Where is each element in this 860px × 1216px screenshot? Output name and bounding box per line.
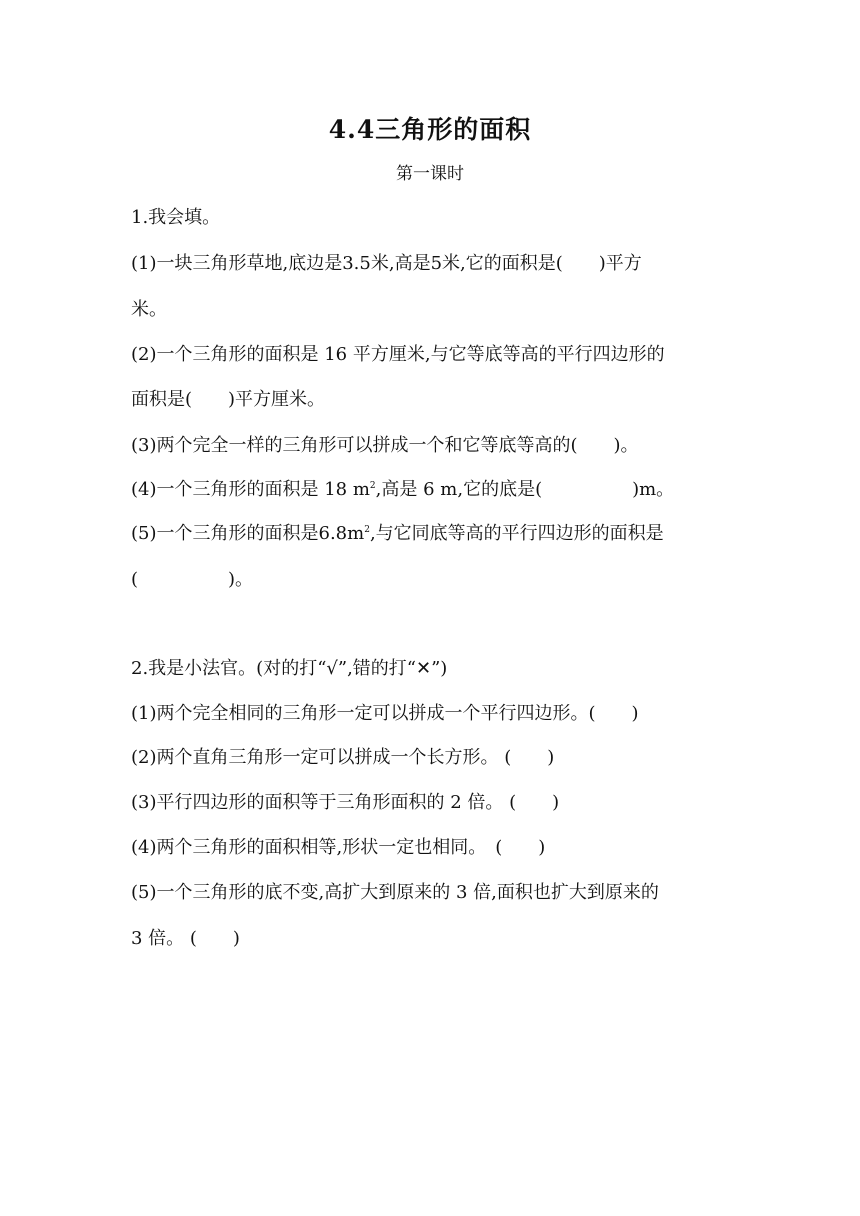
section1-q3: (3)两个完全一样的三角形可以拼成一个和它等底等高的( )。 xyxy=(131,435,639,456)
section2-q4: (4)两个三角形的面积相等,形状一定也相同。 ( ) xyxy=(131,837,546,858)
section1-q2-line1: (2)一个三角形的面积是 16 平方厘米,与它等底等高的平行四边形的 xyxy=(131,344,665,365)
section2-heading: 2.我是小法官。(对的打“√”,错的打“✕”) xyxy=(131,658,448,679)
section2-q5-line2: 3 倍。 ( ) xyxy=(131,928,240,949)
section1-q5-text-a: (5)一个三角形的面积是6.8m xyxy=(131,523,365,544)
section1-q4 xyxy=(131,478,674,502)
section1-q5-line2: ( )。 xyxy=(131,569,254,590)
section2-q2: (2)两个直角三角形一定可以拼成一个长方形。 ( ) xyxy=(131,747,555,768)
page-title: 4.4三角形的面积 xyxy=(328,115,532,144)
page-subtitle: 第一课时 xyxy=(396,164,464,184)
section2-q5-line1: (5)一个三角形的底不变,高扩大到原来的 3 倍,面积也扩大到原来的 xyxy=(131,882,659,903)
section1-q4-text-b: ,高是 6 m,它的底是( )m。 xyxy=(375,479,675,500)
section1-q1-line1: (1)一块三角形草地,底边是3.5米,高是5米,它的面积是( )平方 xyxy=(131,253,642,274)
section1-heading: 1.我会填。 xyxy=(131,207,221,228)
section2-q1: (1)两个完全相同的三角形一定可以拼成一个平行四边形。( ) xyxy=(131,703,639,724)
section1-q5-text-b: ,与它同底等高的平行四边形的面积是 xyxy=(369,523,664,544)
section1-q1-line2: 米。 xyxy=(131,299,167,320)
section1-q5-superscript: 2 xyxy=(364,525,370,535)
section2-q3: (3)平行四边形的面积等于三角形面积的 2 倍。 ( ) xyxy=(131,792,560,813)
section1-q4-text-a: (4)一个三角形的面积是 18 m xyxy=(131,479,370,500)
section1-q4-superscript: 2 xyxy=(369,481,376,491)
section1-q5-line1 xyxy=(131,522,664,546)
section1-q2-line2: 面积是( )平方厘米。 xyxy=(131,389,326,410)
